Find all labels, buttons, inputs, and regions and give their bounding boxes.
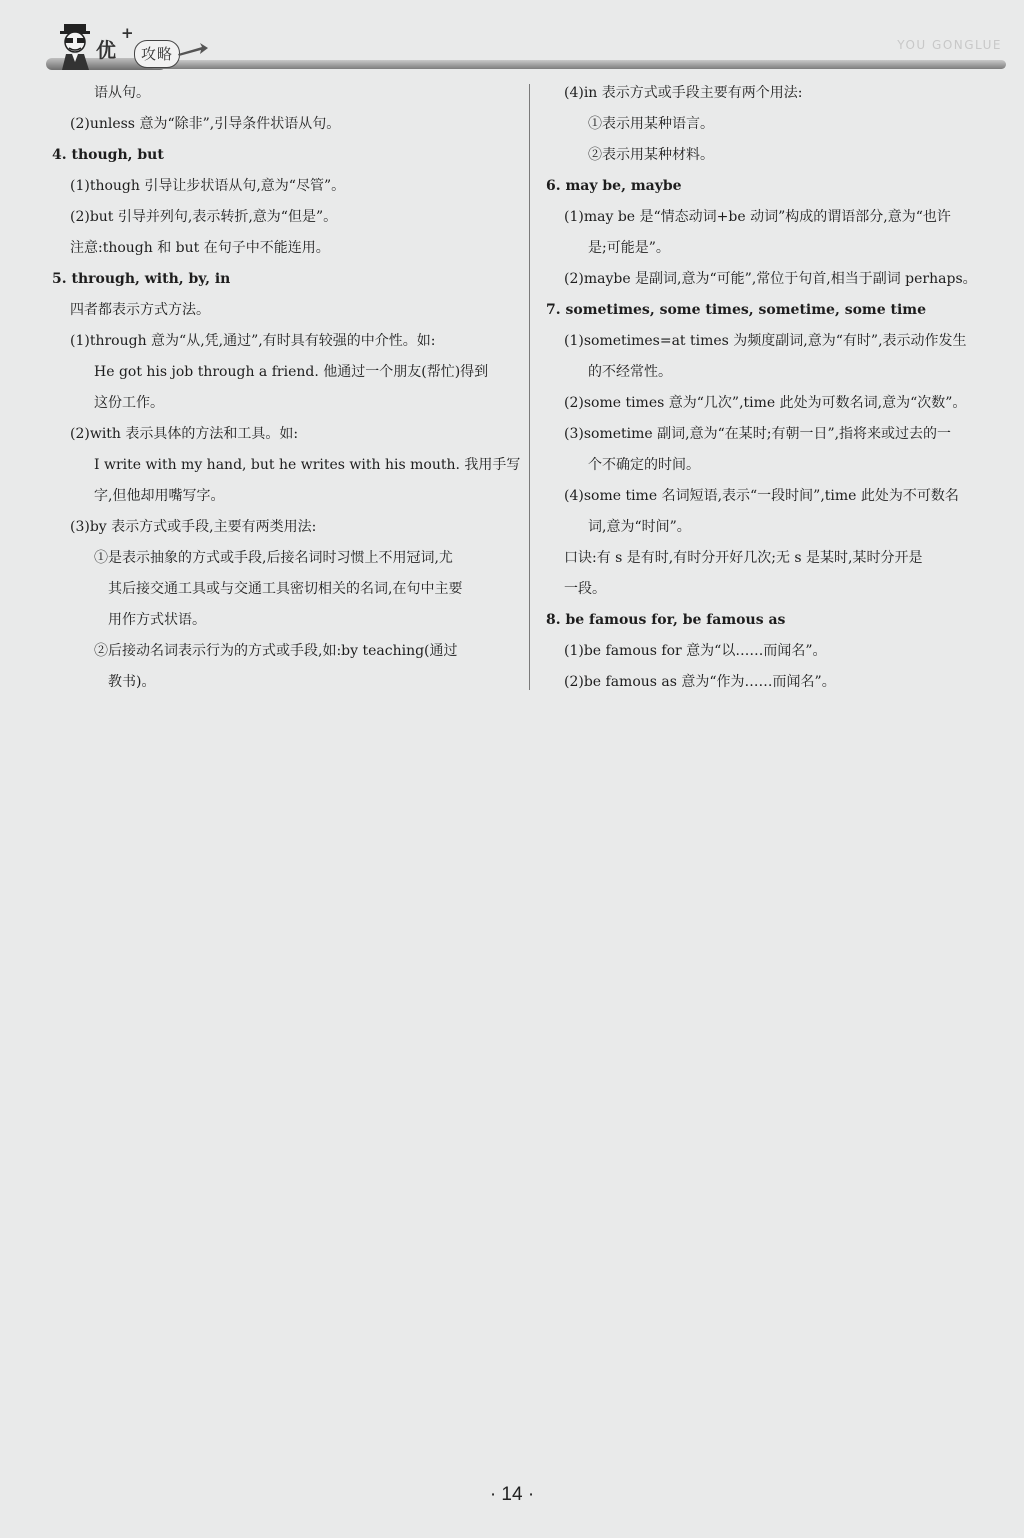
brand-gonglue-badge: 攻略 bbox=[134, 40, 180, 68]
text-line: (1)through 意为“从,凭,通过”,有时具有较强的中介性。如: bbox=[70, 333, 436, 349]
text-line: 教书)。 bbox=[108, 674, 156, 690]
text-line: (1)though 引导让步状语从句,意为“尽管”。 bbox=[70, 178, 346, 194]
page-header bbox=[0, 0, 1024, 80]
right-column bbox=[546, 78, 1010, 698]
header-code-text: YOU GONGLUE bbox=[897, 38, 1002, 52]
text-line: (2)be famous as 意为“作为……而闻名”。 bbox=[564, 674, 836, 690]
text-line: ①是表示抽象的方式或手段,后接名词时习惯上不用冠词,尤 bbox=[94, 550, 453, 566]
text-line: (4)in 表示方式或手段主要有两个用法: bbox=[564, 85, 803, 101]
brand-you-text: 优 bbox=[96, 38, 116, 62]
text-line: 这份工作。 bbox=[94, 395, 164, 411]
section-heading: 7. sometimes, some times, sometime, some time bbox=[546, 302, 927, 318]
text-line: (1)be famous for 意为“以……而闻名”。 bbox=[564, 643, 827, 659]
text-line: 其后接交通工具或与交通工具密切相关的名词,在句中主要 bbox=[108, 581, 463, 597]
text-line: (2)some times 意为“几次”,time 此处为可数名词,意为“次数”。 bbox=[564, 395, 967, 411]
brand-plus-text: + bbox=[121, 24, 134, 42]
text-line: ①表示用某种语言。 bbox=[588, 116, 714, 132]
text-line: (1)may be 是“情态动词+be 动词”构成的谓语部分,意为“也许 bbox=[564, 209, 951, 225]
mascot-icon bbox=[56, 22, 96, 70]
text-line: 语从句。 bbox=[94, 85, 150, 101]
text-line: He got his job through a friend. 他通过一个朋友(帮忙)得到 bbox=[94, 364, 489, 380]
text-line: ②后接动名词表示行为的方式或手段,如:by teaching(通过 bbox=[94, 643, 458, 659]
page-number: · 14 · bbox=[489, 1484, 535, 1505]
text-line: 注意:though 和 but 在句子中不能连用。 bbox=[70, 240, 330, 256]
section-heading: 6. may be, maybe bbox=[546, 178, 682, 194]
text-line: (1)sometimes=at times 为频度副词,意为“有时”,表示动作发生 bbox=[564, 333, 967, 349]
text-line: I write with my hand, but he writes with his mouth. 我用手写 bbox=[94, 457, 521, 473]
text-line: 一段。 bbox=[564, 581, 606, 597]
section-heading: 5. through, with, by, in bbox=[52, 271, 231, 287]
text-line: (3)by 表示方式或手段,主要有两类用法: bbox=[70, 519, 317, 535]
section-heading: 8. be famous for, be famous as bbox=[546, 612, 786, 628]
column-divider bbox=[529, 84, 530, 690]
text-line: (3)sometime 副词,意为“在某时;有朝一日”,指将来或过去的一 bbox=[564, 426, 952, 442]
text-line: (2)with 表示具体的方法和工具。如: bbox=[70, 426, 299, 442]
text-line: 四者都表示方式方法。 bbox=[70, 302, 210, 318]
text-line: 是;可能是”。 bbox=[588, 240, 670, 256]
text-line: 词,意为“时间”。 bbox=[588, 519, 691, 535]
left-column bbox=[52, 78, 521, 698]
header-rule bbox=[150, 60, 1006, 69]
text-line: (4)some time 名词短语,表示“一段时间”,time 此处为不可数名 bbox=[564, 488, 959, 504]
text-line: 用作方式状语。 bbox=[108, 612, 206, 628]
text-line: (2)unless 意为“除非”,引导条件状语从句。 bbox=[70, 116, 341, 132]
text-line: 字,但他却用嘴写字。 bbox=[94, 488, 225, 504]
text-line: (2)maybe 是副词,意为“可能”,常位于句首,相当于副词 perhaps。 bbox=[564, 271, 977, 287]
text-line: 个不确定的时间。 bbox=[588, 457, 700, 473]
text-line: 的不经常性。 bbox=[588, 364, 672, 380]
arrow-icon bbox=[178, 42, 208, 58]
text-line: ②表示用某种材料。 bbox=[588, 147, 714, 163]
text-line: 口诀:有 s 是有时,有时分开好几次;无 s 是某时,某时分开是 bbox=[564, 550, 923, 566]
section-heading: 4. though, but bbox=[52, 147, 164, 163]
text-line: (2)but 引导并列句,表示转折,意为“但是”。 bbox=[70, 209, 338, 225]
